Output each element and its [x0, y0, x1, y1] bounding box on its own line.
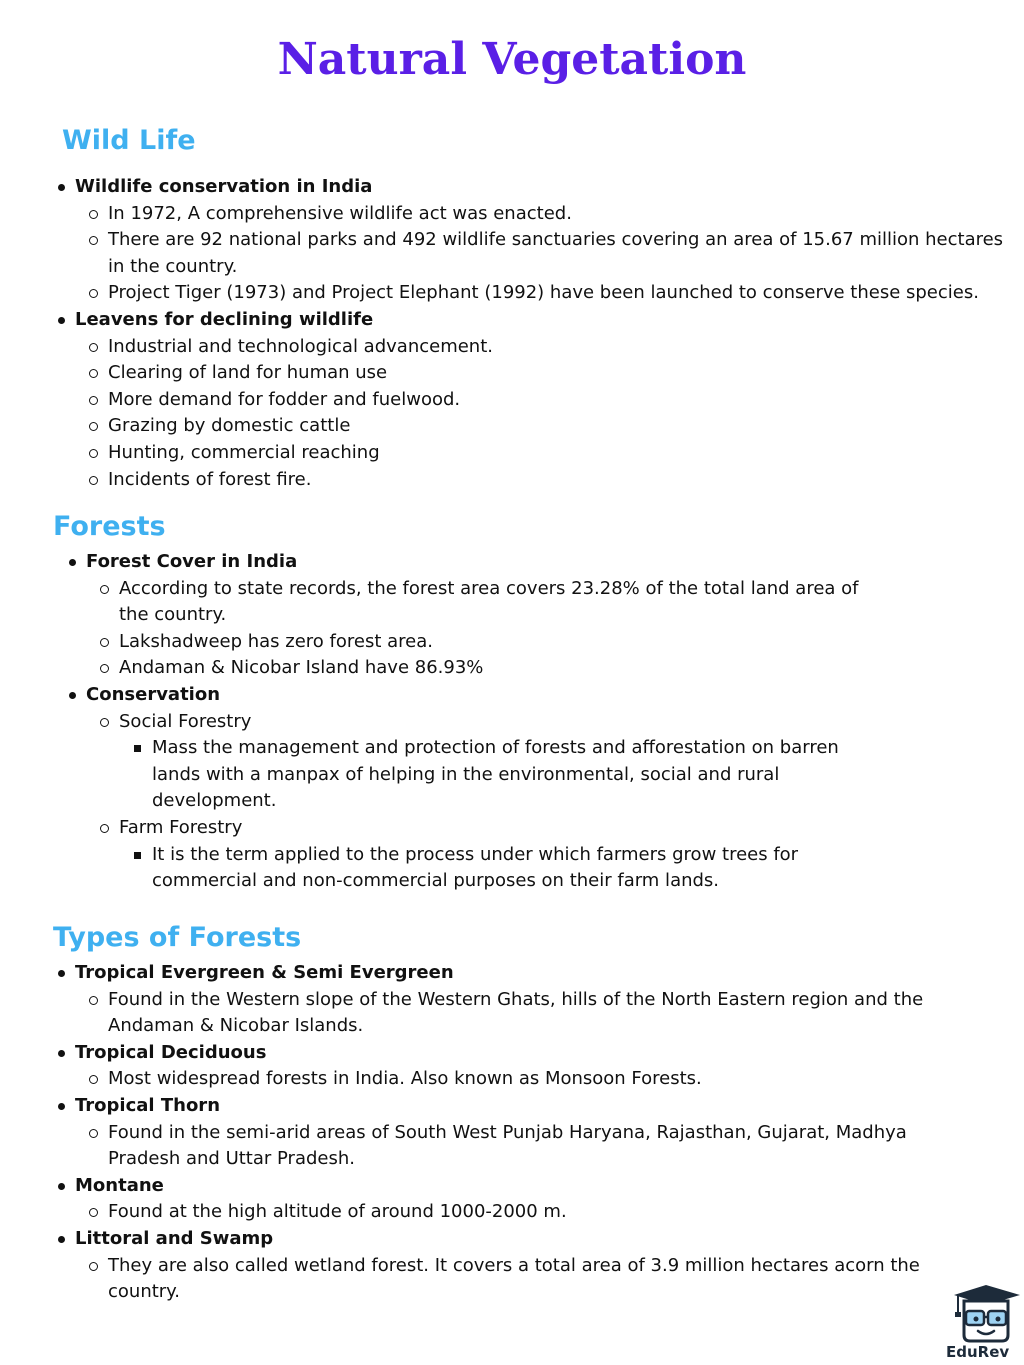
graduate-cap-icon [946, 1283, 1022, 1345]
list-item: Social Forestry Mass the management and protection of forests and afforestation on barren lands with a manpax of helping in the environmental, social and rural development. [119, 709, 879, 815]
list-item: Industrial and technological advancement. [108, 334, 1008, 361]
list-item: Farm Forestry It is the term applied to the process under which farmers grow trees for commercial and non-commercial purposes on their farm lands. [119, 815, 879, 895]
list-item [86, 549, 1024, 682]
list-item: Found at the high altitude of around 1000-2000 m. [108, 1199, 948, 1226]
page-title: Natural Vegetation [277, 34, 747, 85]
bullet-heading: Tropical Evergreen & Semi Evergreen [75, 962, 454, 983]
list-item: Clearing of land for human use [108, 360, 1008, 387]
wildlife-list [75, 174, 1024, 493]
list-item: They are also called wetland forest. It covers a total area of 3.9 million hectares acorn the country. [108, 1253, 948, 1306]
list-item [86, 682, 1024, 895]
list-item: There are 92 national parks and 492 wildlife sanctuaries covering an area of 15.67 million hectares in the country. [108, 227, 1008, 280]
bullet-heading: Conservation [86, 683, 221, 705]
list-item: Mass the management and protection of forests and afforestation on barren lands with a manpax of helping in the environmental, social and rural development. [152, 735, 867, 815]
list-item: More demand for fodder and fuelwood. [108, 387, 1008, 414]
list-item: Found in the semi-arid areas of South West Punjab Haryana, Rajasthan, Gujarat, Madhya Pradesh and Uttar Pradesh. [108, 1120, 928, 1173]
list-item: Andaman & Nicobar Island have 86.93% [119, 655, 879, 682]
section-wildlife [0, 121, 1024, 493]
bullet-heading: Leavens for declining wildlife [75, 308, 374, 330]
section-forests [0, 507, 1024, 895]
list-item [75, 1226, 1024, 1306]
bullet-heading: Forest Cover in India [86, 551, 298, 572]
section-heading-forests: Forests [53, 511, 166, 542]
brand-name: EduRev [946, 1343, 1010, 1361]
bullet-heading: Littoral and Swamp [75, 1227, 274, 1249]
list-item [75, 960, 1024, 1040]
section-heading-wildlife: Wild Life [62, 125, 196, 156]
list-item [75, 1173, 1024, 1226]
list-item [75, 1040, 1024, 1093]
list-item [75, 1093, 1024, 1173]
bullet-heading: Montane [75, 1174, 164, 1196]
forests-list [86, 549, 1024, 895]
list-item: According to state records, the forest area covers 23.28% of the total land area of the country. [119, 576, 879, 629]
list-item [75, 174, 1024, 307]
list-item: Hunting, commercial reaching [108, 440, 1008, 467]
bullet-heading: Tropical Thorn [75, 1094, 221, 1116]
bullet-heading: Tropical Deciduous [75, 1041, 267, 1063]
edurev-logo [946, 1283, 1022, 1365]
section-types [0, 918, 1024, 1306]
list-item: Incidents of forest fire. [108, 467, 1008, 494]
list-item: Grazing by domestic cattle [108, 413, 1008, 440]
types-list [75, 960, 1024, 1306]
list-item: Project Tiger (1973) and Project Elephant (1992) have been launched to conserve these species. [108, 280, 1008, 307]
list-item [75, 307, 1024, 493]
list-item: Most widespread forests in India. Also known as Monsoon Forests. [108, 1066, 948, 1093]
list-item: Lakshadweep has zero forest area. [119, 629, 879, 656]
list-item: In 1972, A comprehensive wildlife act was enacted. [108, 201, 1008, 228]
bullet-heading: Wildlife conservation in India [75, 176, 373, 197]
list-item: Found in the Western slope of the Western Ghats, hills of the North Eastern region and the Andaman & Nicobar Islands. [108, 987, 948, 1040]
list-item: It is the term applied to the process under which farmers grow trees for commercial and non-commercial purposes on their farm lands. [152, 842, 867, 895]
section-heading-types: Types of Forests [53, 922, 302, 953]
